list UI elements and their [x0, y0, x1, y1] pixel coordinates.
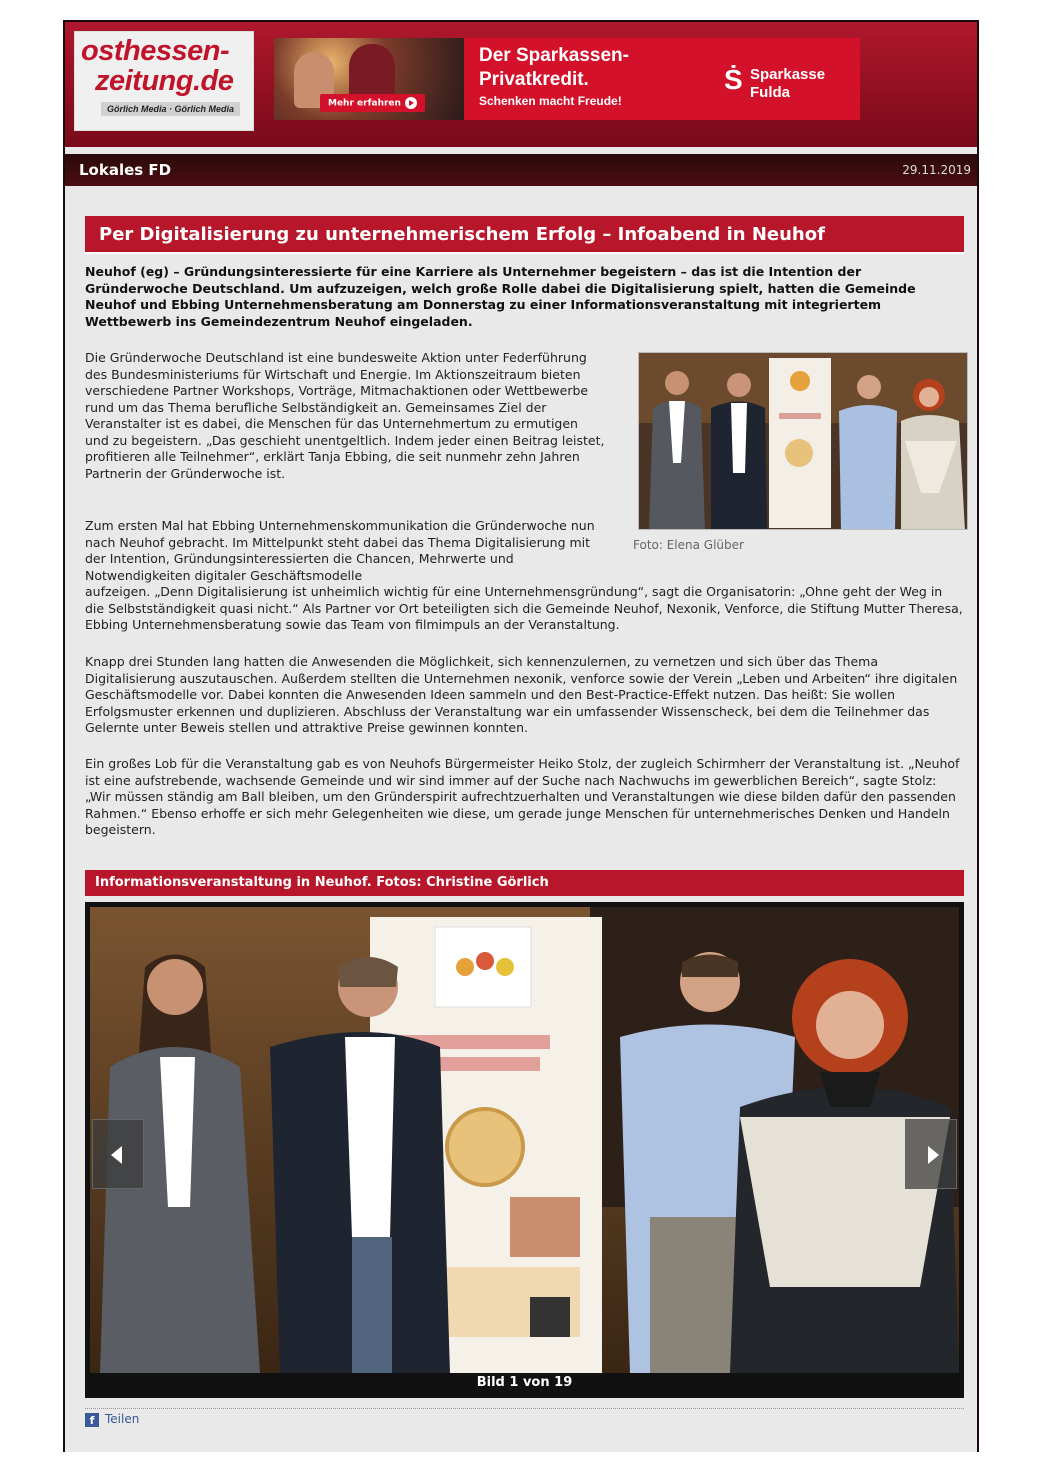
- logo-text-line2: zeitung.de: [95, 65, 234, 97]
- gallery-title: Informationsveranstaltung in Neuhof. Fotos: Christine Görlich: [95, 875, 549, 890]
- article-paragraph-2: [85, 518, 965, 634]
- section-title[interactable]: Lokales FD: [79, 161, 172, 179]
- ad-brand-line1: Sparkasse: [750, 66, 826, 83]
- page: [63, 20, 979, 1452]
- ad-title: [479, 44, 629, 92]
- site-header: [65, 22, 977, 147]
- ad-subtitle: Schenken macht Freude!: [479, 94, 622, 108]
- ad-title-line2: Privatkredit.: [479, 69, 589, 90]
- article-paragraph-1: Die Gründerwoche Deutschland ist eine bundesweite Aktion unter Federführung des Bundesministeriums für Wirtschaft und Energie. Im Aktionszeitraum bieten verschiedene Partner Workshops, Vorträge, Mitmachaktionen oder Wettbewerbe rund um das Thema berufliche Selbständigkeit an. Gemeinsames Ziel der Veranstalter ist es dabei, die Menschen für das Unternehmertum zu ermutigen und zu begeistern. „Das geschieht unentgeltlich. Indem jeder einen Beitrag leistet, profitieren alle Teilnehmer“, erklärt Tanja Ebbing, die seit nunmehr zehn Jahren Partnerin der Gründerwoche ist.: [85, 350, 605, 481]
- sparkasse-ad-banner[interactable]: [274, 38, 860, 120]
- ad-more-button[interactable]: [320, 94, 425, 112]
- site-logo[interactable]: [74, 31, 254, 131]
- ad-brand-line2: Fulda: [750, 84, 790, 101]
- ad-photo: [274, 38, 464, 120]
- ad-more-label: Mehr erfahren: [328, 98, 401, 109]
- article-paragraph-2b: aufzeigen. „Denn Digitalisierung ist unheimlich wichtig für eine Unternehmensgründung“, sagt die Organisatorin: „Ohne geht der Weg in die Selbstständigkeit quasi nicht.“ Als Partner vor Ort beteiligten sich die Gemeinde Neuhof, Nexonik, Venforce, die Stiftung Mutter Theresa, Ebbing Unternehmensberatung sowie das Team von filmimpuls an der Veranstaltung.: [85, 584, 963, 632]
- chevron-left-icon: [111, 1146, 122, 1164]
- section-bar: [65, 154, 977, 186]
- play-icon: [405, 97, 417, 109]
- chevron-right-icon: [928, 1146, 939, 1164]
- article-paragraph-4: Ein großes Lob für die Veranstaltung gab es von Neuhofs Bürgermeister Heiko Stolz, der zugleich Schirmherr der Veranstaltung ist. „Neuhof ist eine aufstrebende, wachsende Gemeinde und wir sind immer auf der Suche nach Nachwuchs im gewerblichen Bereich“, sagte Stolz: „Wir müssen ständig am Ball bleiben, um den Gründerspirit aufrechtzuerhalten und Veranstaltungen wie diese bilden dafür den passenden Rahmen.“ Ebenso erhoffe er sich mehr Gelegenheiten wie diese, um gerade junge Menschen für unternehmerisches Denken und Handeln begeistern.: [85, 756, 960, 837]
- facebook-icon: f: [85, 1413, 99, 1427]
- share-button[interactable]: [85, 1412, 139, 1427]
- logo-text-line1: osthessen-: [81, 35, 230, 67]
- article-title-bar: [85, 216, 964, 254]
- article-date: 29.11.2019: [902, 163, 971, 177]
- gallery-prev-button[interactable]: [92, 1119, 144, 1189]
- photo-gallery: [85, 902, 964, 1398]
- article-paragraph-2a: Zum ersten Mal hat Ebbing Unternehmenskommunikation die Gründerwoche nun nach Neuhof gebracht. Im Mittelpunkt steht dabei das Thema Digitalisierung mit der Intention, Gründungsinteressierten die Chancen, Mehrwerte und Notwendigkeiten digitaler Geschäftsmodelle: [85, 518, 595, 583]
- ad-title-line1: Der Sparkassen-: [479, 45, 629, 66]
- sparkasse-logo: [724, 66, 825, 102]
- divider: [85, 1408, 964, 1409]
- sparkasse-s-icon: Ṡ: [724, 64, 743, 95]
- gallery-next-button[interactable]: [905, 1119, 957, 1189]
- article-photo[interactable]: [638, 352, 968, 530]
- article-lead: Neuhof (eg) – Gründungsinteressierte für eine Karriere als Unternehmer begeistern – das ist die Intention der Gründerwoche Deutschland. Um aufzuzeigen, welch große Rolle dabei die Digitalisierung spielt, hatten die Gemeinde Neuhof und Ebbing Unternehmensberatung am Donnerstag zu einer Informationsveranstaltung mit integriertem Wettbewerb ins Gemeindezentrum Neuhof eingeladen.: [85, 264, 916, 329]
- photo-caption: Foto: Elena Glüber: [633, 538, 744, 552]
- article-paragraph-3: Knapp drei Stunden lang hatten die Anwesenden die Möglichkeit, sich kennenzulernen, zu vernetzen und sich über das Thema Digitalisierung auszutauschen. Außerdem stellten die Unternehmen nexonik, venforce sowie der Verein „Leben und Arbeiten“ ihre digitalen Geschäftsmodelle vor. Dabei konnten die Anwesenden Ideen sammeln und den Best-Practice-Effekt nutzen. Das heißt: Sie wollen Erfolgsmuster erkennen und duplizieren. Abschluss der Veranstaltung war ein umfassender Wissenscheck, bei dem die Teilnehmer das Gelernte unter Beweis stellen und attraktive Preise gewinnen konnten.: [85, 654, 958, 735]
- gallery-counter: Bild 1 von 19: [476, 1375, 573, 1390]
- logo-subtitle: Görlich Media · Görlich Media: [101, 102, 240, 116]
- article-title: Per Digitalisierung zu unternehmerischem Erfolg – Infoabend in Neuhof: [99, 224, 825, 245]
- share-label: Teilen: [105, 1412, 140, 1426]
- gallery-image[interactable]: [90, 907, 959, 1373]
- gallery-title-bar: [85, 870, 964, 896]
